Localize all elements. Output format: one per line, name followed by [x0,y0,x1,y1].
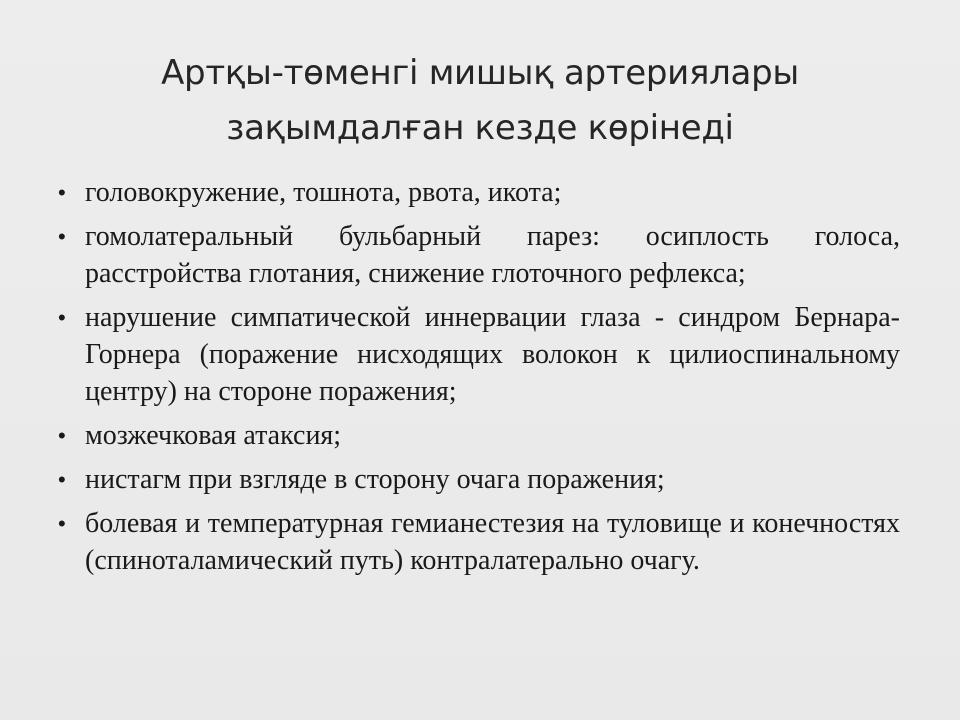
bullet-list [58,174,900,586]
bullet-text: нарушение симпатической иннервации глаза - синдром Бернара- Горнера (поражение нисходящих волокон к цилиоспинальному центру) на стороне поражения; [85,302,900,407]
slide-title [60,46,900,156]
bullet-item [58,299,900,410]
bullet-text: гомолатеральный бульбарный парез: осиплость голоса, расстройства глотания, снижение глоточного рефлекса; [85,221,900,289]
bullet-item [58,218,900,292]
bullet-text: болевая и температурная гемианестезия на туловище и конечностях (спиноталамический путь) контралатерально очагу. [85,508,900,576]
bullet-item [58,461,900,498]
bullet-dot-icon: • [58,180,66,205]
bullet-text: головокружение, тошнота, рвота, икота; [85,177,562,208]
bullet-text: мозжечковая атаксия; [85,420,342,451]
bullet-dot-icon: • [58,224,66,249]
bullet-dot-icon: • [58,423,66,448]
slide-title-line-2: зақымдалған кезде көрінеді [226,108,734,148]
bullet-dot-icon: • [58,305,66,330]
bullet-item [58,417,900,454]
bullet-item [58,174,900,211]
bullet-item [58,505,900,579]
slide-title-line-1: Артқы-төменгі мишық артериялары [161,53,799,93]
bullet-dot-icon: • [58,511,66,536]
bullet-dot-icon: • [58,467,66,492]
bullet-text: нистагм при взгляде в сторону очага поражения; [85,464,665,495]
